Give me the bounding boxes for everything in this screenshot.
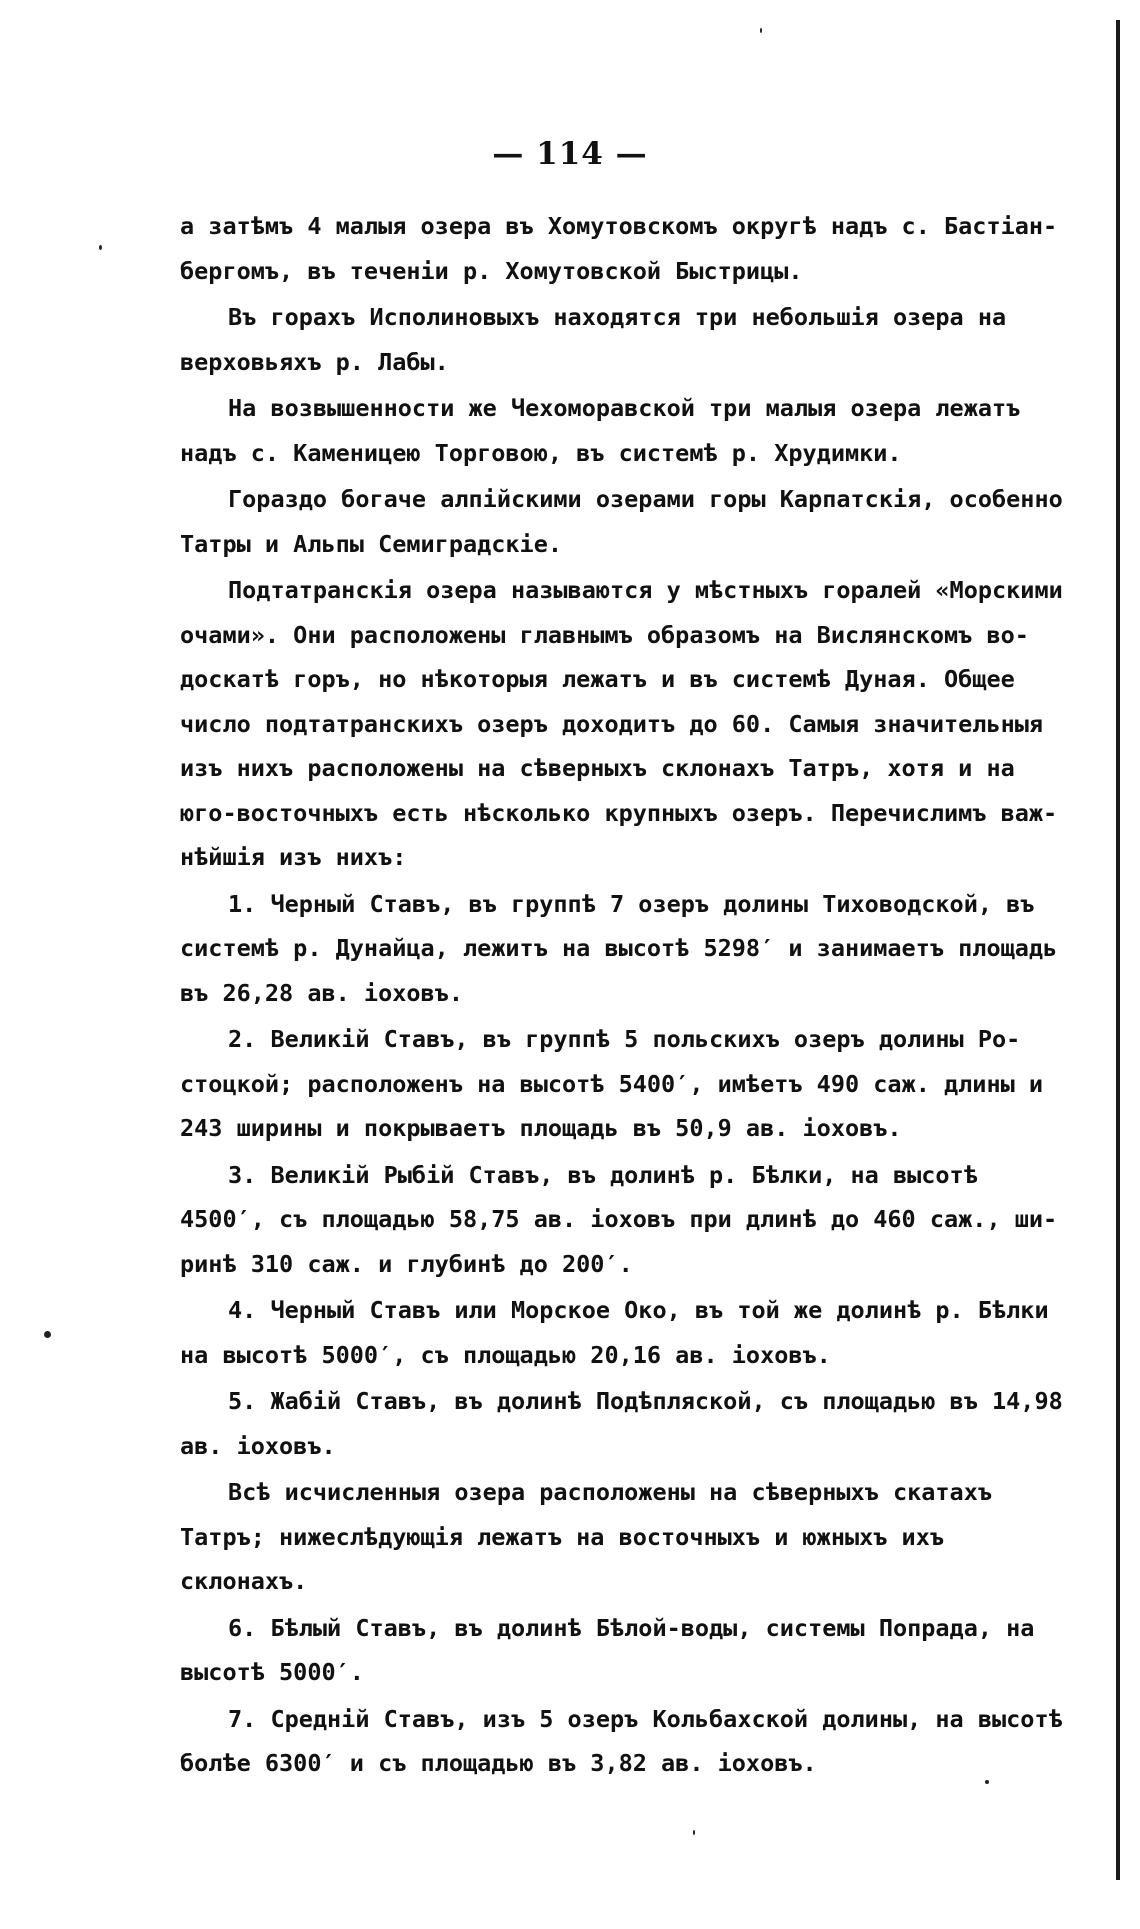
paragraph-item-2 bbox=[180, 1017, 1100, 1151]
text-line: 4500′, съ площадью 58,75 ав. іоховъ при длинѣ до 460 саж., ши- bbox=[180, 1205, 1058, 1233]
paragraph-carpathians bbox=[180, 477, 1100, 566]
text-line: Всѣ исчисленныя озера расположены на сѣверныхъ скатахъ bbox=[228, 1478, 993, 1506]
text-line: 1. Черный Ставъ, въ группѣ 7 озеръ долины Тиховодской, въ bbox=[228, 889, 1035, 918]
paragraph-intro-lakes bbox=[180, 204, 1100, 293]
text-line: 243 ширины и покрываетъ площадь въ 50,9 ав. іоховъ. bbox=[180, 1114, 902, 1142]
text-line: юго-восточныхъ есть нѣсколько крупныхъ озеръ. Перечислимъ важ- bbox=[180, 798, 1058, 827]
text-line: высотѣ 5000′. bbox=[180, 1658, 364, 1686]
paragraph-giant-mountains bbox=[180, 295, 1100, 384]
paragraph-item-6 bbox=[180, 1606, 1100, 1695]
text-line: 3. Великій Рыбій Ставъ, въ долинѣ р. Бѣлки, на высотѣ bbox=[228, 1160, 978, 1189]
text-line: число подтатранскихъ озеръ доходитъ до 60. Самыя значительныя bbox=[180, 709, 1044, 738]
text-line: Татры и Альпы Семиградскіе. bbox=[180, 529, 563, 558]
text-line: нѣйшія изъ нихъ: bbox=[180, 843, 407, 871]
text-line: Гораздо богаче алпійскими озерами горы Карпатскія, особенно bbox=[228, 485, 1063, 513]
body-text bbox=[180, 204, 1100, 1786]
paragraph-item-1 bbox=[180, 882, 1100, 1016]
text-line: надъ с. Каменицею Торговою, въ системѣ р. Хрудимки. bbox=[180, 438, 902, 467]
paragraph-north-south bbox=[180, 1470, 1100, 1604]
text-line: стоцкой; расположенъ на высотѣ 5400′, имѣетъ 490 саж. длины и bbox=[180, 1069, 1044, 1098]
text-line: верховьяхъ р. Лабы. bbox=[180, 347, 449, 376]
text-line: склонахъ. bbox=[180, 1567, 308, 1595]
paragraph-item-5 bbox=[180, 1379, 1100, 1468]
text-line: доскатѣ горъ, но нѣкоторыя лежатъ и въ системѣ Дуная. Общее bbox=[180, 665, 1015, 693]
text-line: ринѣ 310 саж. и глубинѣ до 200′. bbox=[180, 1249, 633, 1278]
text-line: изъ нихъ расположены на сѣверныхъ склонахъ Татръ, хотя и на bbox=[180, 754, 1015, 782]
text-line: ав. іоховъ. bbox=[180, 1431, 336, 1460]
text-line: очами». Они расположены главнымъ образомъ на Вислянскомъ во- bbox=[180, 620, 1029, 649]
text-line: 7. Средній Ставъ, изъ 5 озеръ Кольбахской долины, на высотѣ bbox=[228, 1704, 1063, 1733]
text-line: На возвышенности же Чехоморавской три малыя озера лежатъ bbox=[228, 394, 1021, 422]
text-line: 6. Бѣлый Ставъ, въ долинѣ Бѣлой-воды, системы Попрада, на bbox=[228, 1613, 1035, 1642]
text-line: Въ горахъ Исполиновыхъ находятся три небольшія озера на bbox=[228, 303, 1007, 331]
page-number: — 114 — bbox=[492, 136, 648, 172]
scan-edge-line bbox=[1116, 20, 1120, 1880]
text-line: въ 26,28 ав. іоховъ. bbox=[180, 978, 463, 1007]
text-line: бергомъ, въ теченіи р. Хомутовской Быстрицы. bbox=[180, 256, 803, 285]
paragraph-czech-moravian bbox=[180, 386, 1100, 475]
text-line: Татръ; нижеслѣдующія лежатъ на восточныхъ и южныхъ ихъ bbox=[180, 1522, 945, 1551]
paragraph-tatra-lakes bbox=[180, 568, 1100, 880]
scan-speck bbox=[760, 28, 762, 33]
text-line: на высотѣ 5000′, съ площадью 20,16 ав. іоховъ. bbox=[180, 1340, 831, 1369]
paragraph-item-3 bbox=[180, 1153, 1100, 1287]
scan-speck bbox=[99, 245, 102, 250]
scan-speck bbox=[985, 1780, 989, 1784]
text-line: болѣе 6300′ и съ площадью въ 3,82 ав. іоховъ. bbox=[180, 1749, 817, 1777]
paragraph-item-4 bbox=[180, 1288, 1100, 1377]
text-line: 5. Жабій Ставъ, въ долинѣ Подѣпляской, съ площадью въ 14,98 bbox=[228, 1387, 1063, 1415]
text-line: 2. Великій Ставъ, въ группѣ 5 польскихъ озеръ долины Ро- bbox=[228, 1025, 1021, 1053]
text-line: системѣ р. Дунайца, лежитъ на высотѣ 5298′ и занимаетъ площадь bbox=[180, 934, 1058, 962]
text-line: 4. Черный Ставъ или Морское Око, въ той же долинѣ р. Бѣлки bbox=[228, 1296, 1049, 1324]
paragraph-item-7 bbox=[180, 1697, 1100, 1786]
scan-speck bbox=[44, 1331, 51, 1338]
text-line: а затѣмъ 4 малыя озера въ Хомутовскомъ округѣ надъ с. Бастіан- bbox=[180, 212, 1058, 240]
scan-speck bbox=[693, 1830, 695, 1835]
text-line: Подтатранскія озера называются у мѣстныхъ горалей «Морскими bbox=[228, 576, 1063, 604]
